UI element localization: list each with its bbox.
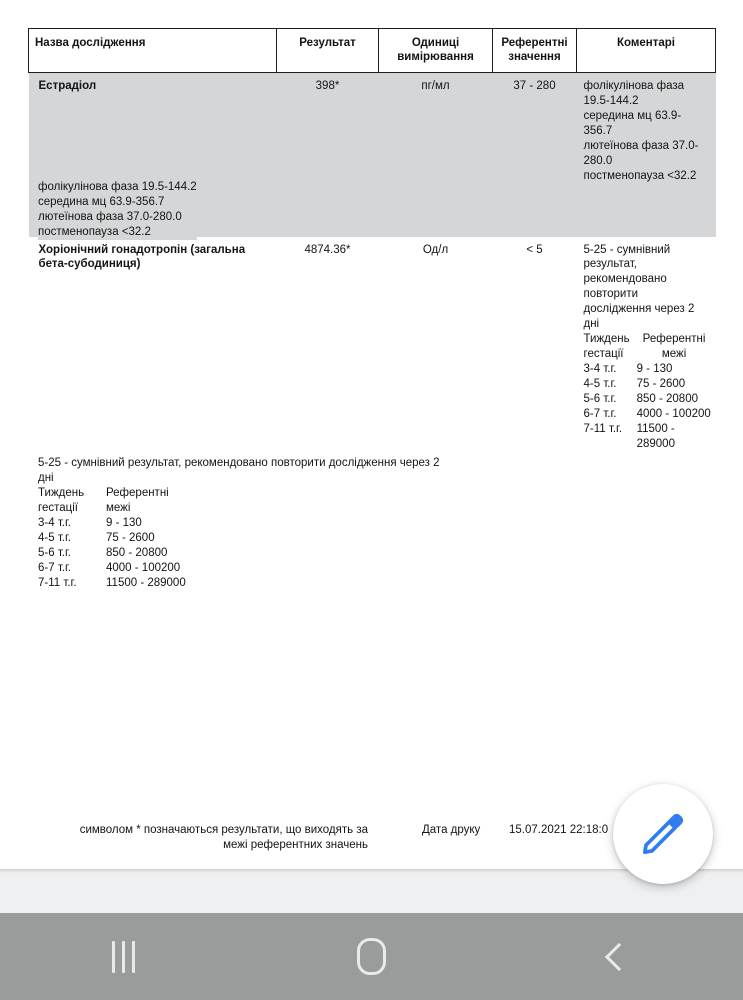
overflow-gestation-header-week: Тиждень xyxy=(38,486,85,499)
comment-line: 5-25 - сумнівний xyxy=(583,243,671,256)
android-navigation-bar xyxy=(0,913,743,1000)
gestation-week: 6-7 т.г. xyxy=(583,407,617,420)
gestation-row xyxy=(584,422,712,452)
comment-line: дні xyxy=(583,318,600,331)
comment-line: фолікулінова фаза xyxy=(583,80,685,92)
comment-line: результат, xyxy=(583,258,637,271)
cell-test-name-line1: Хоріонічний гонадотропін (загальна xyxy=(38,243,246,256)
column-header-reference-line2: значення xyxy=(508,51,561,64)
gestation-range: 75 - 2600 xyxy=(636,377,686,390)
overflow-gestation-header xyxy=(38,486,440,501)
comment-line: дослідження через 2 xyxy=(583,303,695,316)
gestation-header-week-2: гестації xyxy=(583,348,624,361)
overflow-gestation-header-range-2: межі xyxy=(106,501,131,514)
column-header-reference-line1: Референтні xyxy=(501,37,568,49)
table-body xyxy=(29,73,716,452)
overflow-gestation-header-week-2: гестації xyxy=(38,501,78,514)
estradiol-overflow-note xyxy=(38,180,197,240)
cell-result: 398* xyxy=(277,73,379,237)
comment-line: повторити xyxy=(583,288,639,301)
column-header-test-name: Назва дослідження xyxy=(29,29,277,73)
comment-line: лютеїнова фаза 37.0- xyxy=(583,139,699,152)
gestation-range: 11500 - 289000 xyxy=(636,422,675,450)
home-icon xyxy=(357,938,386,975)
overflow-gestation-week: 7-11 т.г. xyxy=(38,576,77,589)
comment-line: 356.7 xyxy=(583,124,613,137)
print-date-value: 15.07.2021 22:18:0 xyxy=(509,824,609,836)
recents-icon xyxy=(112,941,135,973)
column-header-reference xyxy=(493,29,577,73)
gestation-row xyxy=(584,392,712,407)
cell-test-name-line2: бета-субодиниця) xyxy=(38,258,141,271)
lab-results-table xyxy=(28,28,716,452)
overflow-gestation-week: 4-5 т.г. xyxy=(38,531,71,544)
footer-note-line1: символом * позначаються результати, що виходять за xyxy=(79,824,368,836)
print-date-label: Дата друку xyxy=(422,824,481,836)
gestation-range: 850 - 20800 xyxy=(636,392,698,405)
gestation-week: 5-6 т.г. xyxy=(583,392,617,405)
nav-recents-button[interactable] xyxy=(49,913,199,1000)
cell-units: пг/мл xyxy=(379,73,493,237)
overflow-gestation-range: 11500 - 289000 xyxy=(106,576,186,589)
column-header-result: Результат xyxy=(277,29,379,73)
edit-pencil-icon xyxy=(637,808,689,860)
table-row[interactable] xyxy=(29,237,716,452)
cell-reference-range: < 5 xyxy=(526,243,543,256)
cell-comment xyxy=(577,73,716,237)
nav-back-button[interactable] xyxy=(544,913,694,1000)
overflow-gestation-row xyxy=(38,546,440,561)
gestation-row xyxy=(584,407,712,422)
overflow-gestation-week: 3-4 т.г. xyxy=(38,516,71,529)
overflow-gestation-row xyxy=(38,516,440,531)
cell-units: Од/л xyxy=(422,243,449,256)
overflow-line: 5-25 - сумнівний результат, рекомендовано повторити дослідження через 2 xyxy=(38,457,440,469)
overflow-gestation-range: 4000 - 100200 xyxy=(106,561,181,574)
nav-home-button[interactable] xyxy=(296,913,446,1000)
gestation-reference-table xyxy=(584,332,712,452)
back-chevron-icon xyxy=(605,942,633,970)
overflow-gestation-header-2 xyxy=(38,501,440,516)
overflow-gestation-range: 9 - 130 xyxy=(106,516,142,529)
comment-line: 19.5-144.2 xyxy=(583,94,639,107)
hcg-overflow-note xyxy=(38,456,440,590)
gestation-header-week: Тиждень xyxy=(583,333,630,346)
cell-result: 4874.36* xyxy=(304,243,351,256)
gestation-row xyxy=(584,377,712,392)
gestation-range: 4000 - 100200 xyxy=(636,407,711,420)
overflow-gestation-range: 850 - 20800 xyxy=(106,546,168,559)
overflow-line: фолікулінова фаза 19.5-144.2 xyxy=(38,181,197,193)
gestation-header-range-2: межі xyxy=(661,348,687,361)
gestation-header-range: Референтні xyxy=(642,333,706,346)
gestation-range: 9 - 130 xyxy=(636,363,673,375)
footer-asterisk-note xyxy=(38,823,368,854)
overflow-gestation-row xyxy=(38,531,440,546)
edit-fab-button[interactable] xyxy=(613,784,713,884)
overflow-gestation-row xyxy=(38,576,440,591)
cell-reference-range: 37 - 280 xyxy=(493,73,577,237)
gestation-header-row-2 xyxy=(584,347,712,362)
cell-comment xyxy=(577,237,716,452)
gestation-week: 3-4 т.г. xyxy=(583,363,617,375)
overflow-line: середина мц 63.9-356.7 xyxy=(38,195,165,208)
column-header-comments: Коментарі xyxy=(577,29,716,73)
comment-line: рекомендовано xyxy=(583,273,667,286)
table-header-row xyxy=(29,29,716,73)
column-header-units-line2: вимірювання xyxy=(397,51,474,64)
gestation-row xyxy=(584,362,712,377)
cell-test-name: Естрадіол xyxy=(29,73,277,237)
comment-line: 280.0 xyxy=(583,154,613,167)
cell-test-name xyxy=(29,237,277,452)
gestation-week: 4-5 т.г. xyxy=(583,377,617,390)
column-header-units-line1: Одиниці xyxy=(411,37,460,49)
overflow-gestation-week: 6-7 т.г. xyxy=(38,561,71,574)
overflow-gestation-week: 5-6 т.г. xyxy=(38,546,71,559)
footer-note-line2: межі референтних значень xyxy=(223,839,368,852)
overflow-line: лютеїнова фаза 37.0-280.0 xyxy=(38,210,182,223)
overflow-line: постменопауза <32.2 xyxy=(38,225,151,238)
overflow-line: дні xyxy=(38,471,54,484)
comment-line: постменопауза <32.2 xyxy=(583,169,697,182)
overflow-gestation-row xyxy=(38,561,440,576)
gestation-week: 7-11 т.г. xyxy=(583,422,623,435)
gestation-header-row xyxy=(584,332,712,347)
overflow-gestation-header-range: Референтні xyxy=(106,486,169,499)
overflow-gestation-range: 75 - 2600 xyxy=(106,531,155,544)
table-header xyxy=(29,29,716,73)
column-header-units xyxy=(379,29,493,73)
comment-line: середина мц 63.9- xyxy=(583,109,682,122)
